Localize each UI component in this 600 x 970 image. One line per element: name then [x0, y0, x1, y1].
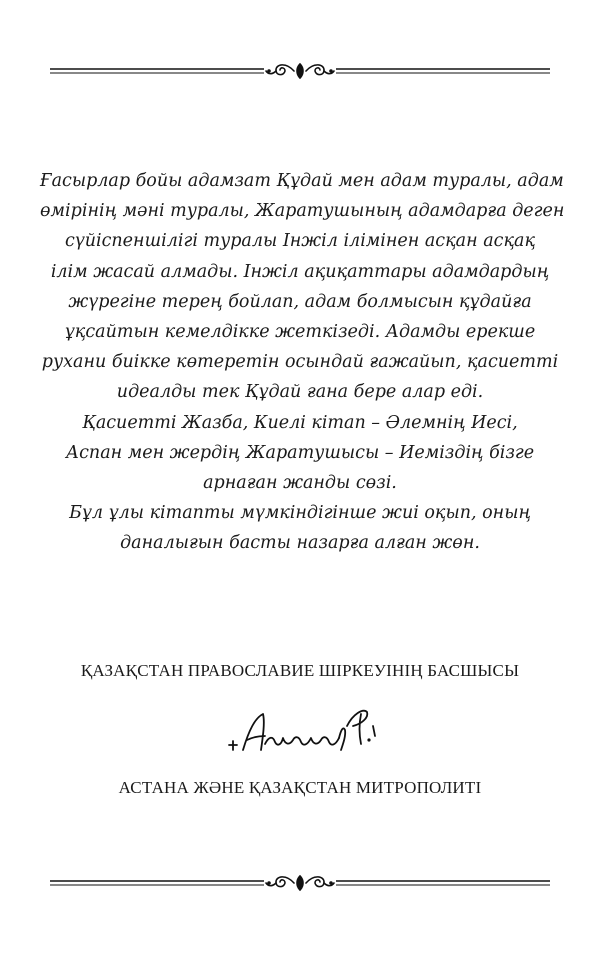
- bottom-ornamental-divider: [50, 870, 550, 900]
- text-line: сүйіспеншілігі туралы Інжіл ілімінен асқан асқақ: [64, 231, 536, 252]
- handwritten-signature: [225, 700, 385, 760]
- flourish-ornament-icon: [50, 870, 550, 900]
- text-line: арнаған жанды сөзі.: [203, 473, 397, 494]
- top-ornamental-divider: [50, 58, 550, 88]
- text-line: жүрегіне терең бойлап, адам болмысын құдайға: [68, 291, 532, 312]
- text-line: өмірінің мәні туралы, Жаратушының адамдарға деген: [40, 201, 565, 222]
- signatory-title-head: ҚАЗАҚСТАН ПРАВОСЛАВИЕ ШІРКЕУІНІҢ БАСШЫСЫ: [80, 661, 520, 680]
- text-line: даналығын басты назарға алған жөн.: [120, 533, 480, 554]
- text-line: рухани биікке көтеретін осындай ғажайып, қасиетті: [41, 352, 559, 373]
- flourish-ornament-icon: [50, 58, 550, 88]
- signatory-title-metropolitan: АСТАНА ЖӘНЕ ҚАЗАҚСТАН МИТРОПОЛИТІ: [118, 778, 482, 797]
- text-line: Аспан мен жердің Жаратушысы – Иеміздің бізге: [65, 442, 535, 463]
- text-line: Бұл ұлы кітапты мүмкіндігінше жиі оқып, оның: [69, 503, 531, 524]
- text-line: Қасиетті Жазба, Киелі кітап – Әлемнің Иесі,: [82, 412, 518, 433]
- text-line: ілім жасай алмады. Інжіл ақиқаттары адамдардың: [50, 261, 550, 282]
- text-line: ұқсайтын кемелдікке жеткізеді. Адамды ерекше: [64, 322, 536, 343]
- text-line: идеалды тек Құдай ғана бере алар еді.: [116, 382, 484, 403]
- text-line: Ғасырлар бойы адамзат Құдай мен адам туралы, адам: [40, 171, 564, 191]
- signature-icon: [225, 700, 385, 760]
- body-text: [40, 166, 565, 559]
